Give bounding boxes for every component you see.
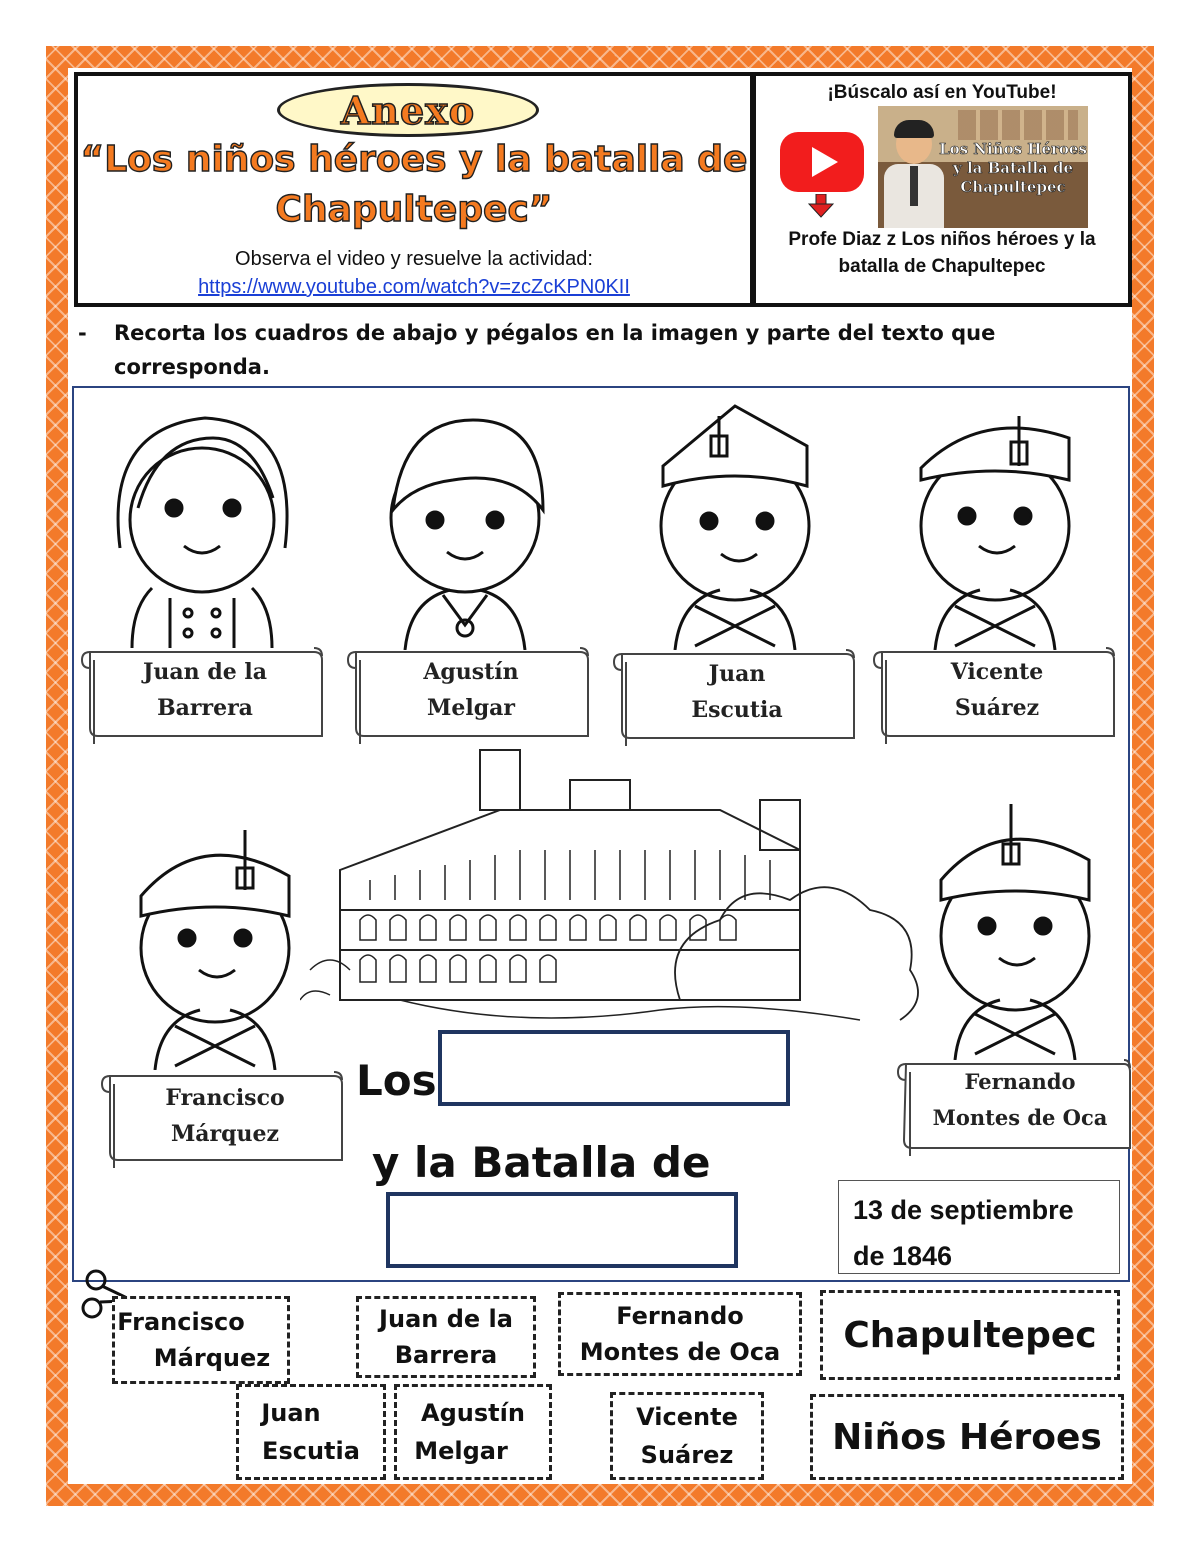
cutout-vicente-line-2: Suárez [640, 1441, 734, 1469]
cutout-vicente-line-1: Vicente [636, 1403, 738, 1431]
worksheet-title-line-2: Chapultepec” [275, 189, 553, 230]
video-caption [756, 226, 1128, 280]
scroll-name-6-line-2: Montes de Oca [932, 1105, 1108, 1130]
battle-date [853, 1187, 1074, 1279]
cutout-francisco-line-1: Francisco [117, 1308, 245, 1336]
cutout-fernando-line-1: Fernando [616, 1302, 744, 1330]
scroll-name-5 [120, 1080, 330, 1152]
cutout-fernando-montes-de-oca[interactable] [558, 1292, 802, 1376]
chapultepec-castle-illustration [300, 740, 940, 1040]
blank-ninos-heroes[interactable] [438, 1030, 790, 1106]
youtube-search-box [752, 72, 1132, 307]
cutout-barrera-line-2: Barrera [394, 1341, 498, 1369]
sentence-word-los: Los [356, 1056, 437, 1105]
cutout-barrera-line-1: Juan de la [379, 1305, 513, 1333]
video-caption-line-1: Profe Diaz z Los niños héroes y la [788, 229, 1096, 250]
thumbnail-title: Los Niños Héroes y la Batalla de Chapultepec [939, 140, 1087, 196]
scroll-name-3-line-1: Juan [708, 661, 766, 687]
cutout-escutia-line-1: Juan [261, 1399, 321, 1427]
cutout-juan-de-la-barrera[interactable] [356, 1296, 536, 1378]
scroll-name-1-line-1: Juan de la [143, 659, 267, 685]
task-text: Recorta los cuadros de abajo y pégalos en la imagen y parte del texto que corresponda. [114, 321, 996, 379]
sentence-phrase: y la Batalla de [372, 1138, 711, 1187]
down-arrow-icon [808, 194, 834, 218]
hero-portrait-juan-de-la-barrera [100, 398, 300, 648]
cutout-francisco-marquez[interactable] [112, 1296, 290, 1384]
cutout-francisco-line-2: Márquez [153, 1344, 271, 1372]
hero-portrait-francisco-marquez [115, 820, 315, 1070]
scroll-name-1-line-2: Barrera [157, 695, 253, 721]
scroll-name-1 [100, 654, 310, 726]
thumbnail-avatar-hair [894, 120, 934, 138]
scroll-name-6 [912, 1064, 1128, 1136]
scroll-name-5-line-1: Francisco [165, 1085, 285, 1111]
scroll-name-4-line-2: Suárez [954, 695, 1040, 721]
youtube-logo-icon[interactable] [780, 132, 864, 192]
cutout-agustin-line-2: Melgar [414, 1437, 508, 1465]
cutout-ninos-heroes[interactable] [810, 1394, 1124, 1480]
scroll-name-3 [632, 656, 842, 728]
scroll-name-2-line-1: Agustín [423, 659, 519, 685]
video-instruction: Observa el video y resuelve la actividad: [235, 248, 593, 270]
cutout-chapultepec[interactable] [820, 1290, 1120, 1380]
cutout-fernando-text [580, 1298, 780, 1370]
blank-chapultepec[interactable] [386, 1192, 738, 1268]
header-title-box [74, 72, 754, 307]
thumbnail-portraits [958, 110, 1078, 140]
date-line-2: de 1846 [853, 1241, 953, 1271]
video-caption-line-2: batalla de Chapultepec [838, 256, 1046, 277]
task-bullet: - [78, 321, 87, 345]
date-box [838, 1180, 1120, 1274]
hero-portrait-vicente-suarez [895, 396, 1095, 650]
youtube-link[interactable]: https://www.youtube.com/watch?v=zcZcKPN0KII [198, 276, 630, 298]
thumbnail-avatar-tie [910, 166, 918, 206]
cutout-fernando-line-2: Montes de Oca [579, 1338, 781, 1366]
video-thumbnail[interactable] [878, 106, 1088, 228]
worksheet-title-line-1: “Los niños héroes y la batalla de [80, 139, 748, 180]
cutout-ninos-heroes-text: Niños Héroes [832, 1416, 1102, 1458]
cutout-escutia-line-2: Escutia [262, 1437, 360, 1465]
anexo-label: Anexo [340, 87, 476, 133]
cutout-barrera-text [379, 1301, 513, 1373]
cutout-agustin-melgar[interactable] [394, 1384, 552, 1480]
scroll-name-2 [366, 654, 576, 726]
scroll-name-6-line-1: Fernando [964, 1069, 1076, 1094]
cutout-escutia-text [261, 1394, 360, 1470]
cutout-agustin-text [414, 1394, 532, 1470]
cutout-chapultepec-text: Chapultepec [843, 1314, 1097, 1356]
task-instruction [78, 316, 1118, 384]
anexo-badge [277, 83, 539, 137]
hero-portrait-fernando-montes-de-oca [915, 800, 1115, 1060]
play-icon [812, 147, 838, 177]
hero-portrait-agustin-melgar [365, 400, 565, 650]
date-line-1: 13 de septiembre [853, 1195, 1074, 1225]
cutout-juan-escutia[interactable] [236, 1384, 386, 1480]
cutout-agustin-line-1: Agustín [421, 1399, 525, 1427]
cutout-vicente-suarez[interactable] [610, 1392, 764, 1480]
cutout-francisco-text [117, 1304, 284, 1376]
hero-portrait-juan-escutia [635, 396, 835, 650]
scroll-name-4 [892, 654, 1102, 726]
youtube-search-heading: ¡Búscalo así en YouTube! [827, 82, 1057, 103]
cutout-vicente-text [636, 1398, 738, 1474]
scroll-name-5-line-2: Márquez [170, 1121, 280, 1147]
scroll-name-4-line-1: Vicente [950, 659, 1044, 685]
scroll-name-3-line-2: Escutia [691, 697, 783, 723]
scroll-name-2-line-2: Melgar [427, 695, 515, 721]
